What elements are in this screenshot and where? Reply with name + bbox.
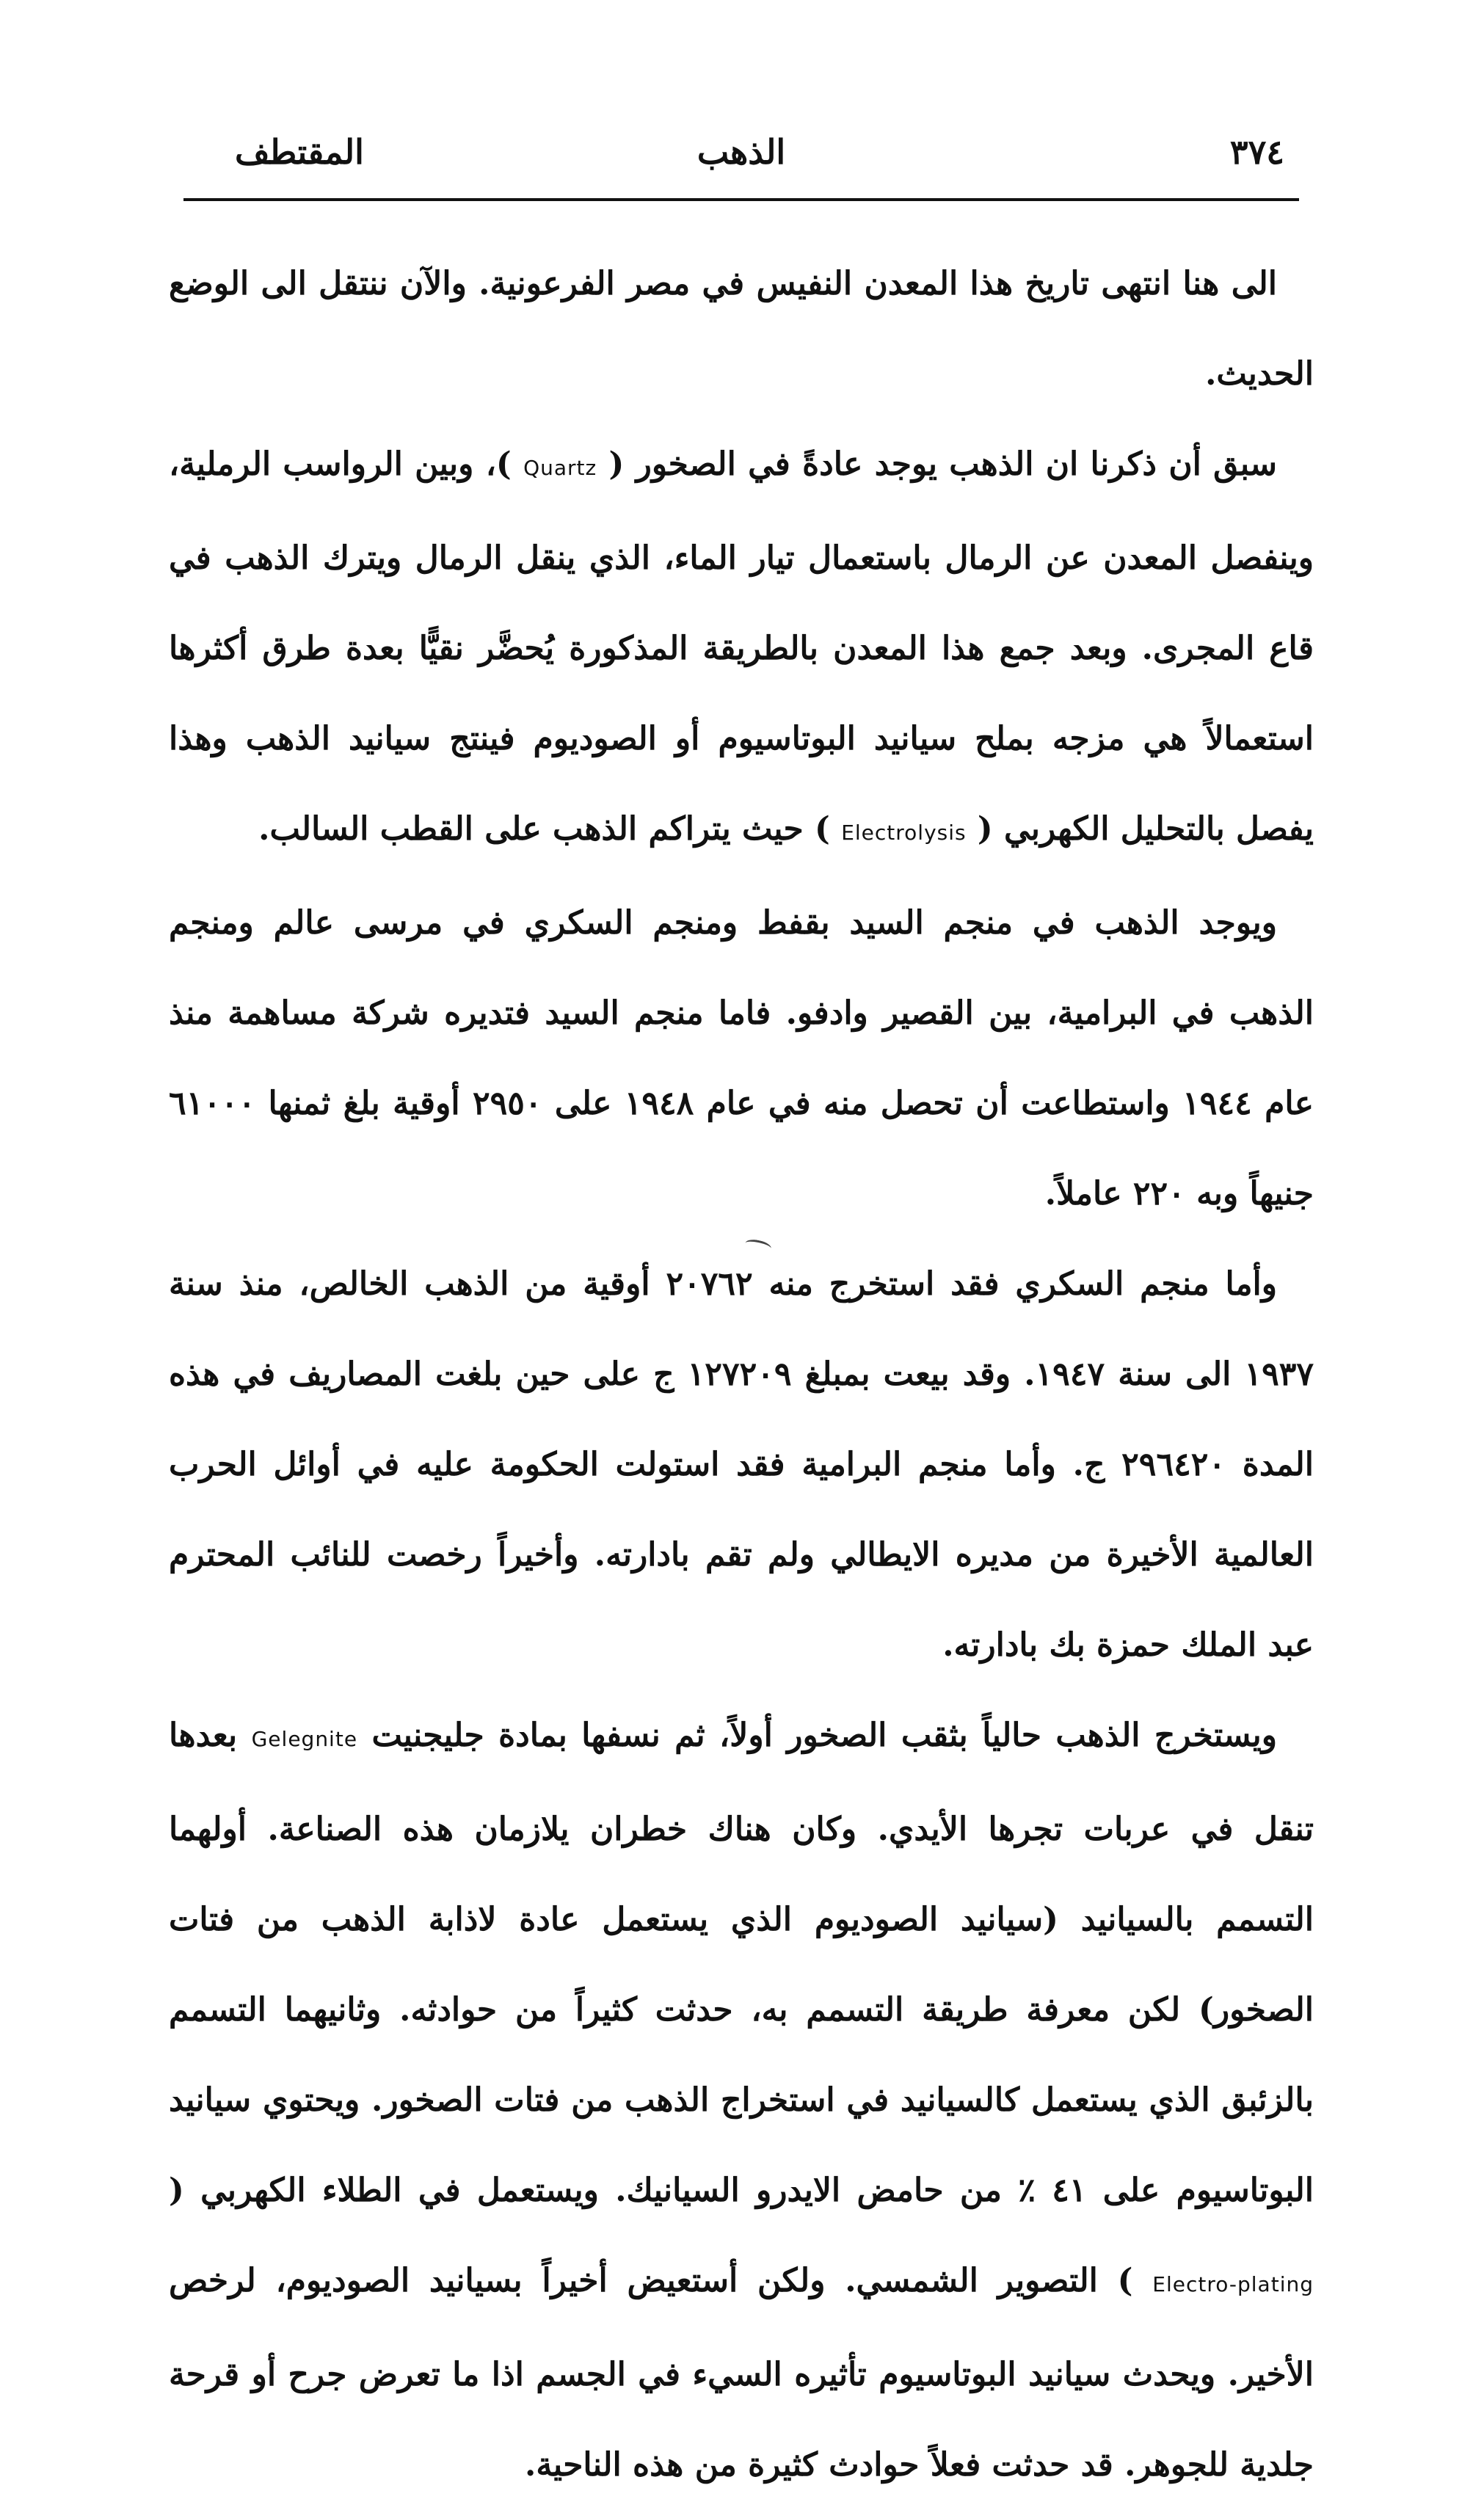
header-divider bbox=[183, 198, 1299, 201]
page-header bbox=[183, 125, 1299, 183]
paragraph-3-text: ويوجد الذهب في منجم السيد بقفط ومنجم السكري في مرسى عالم ومنجم الذهب في البرامية، بين القصير وادفو. فاما منجم السيد فتديره شركة مساهمة منذ عام ١٩٤٤ واستطاعت أن تحصل منه في عام ١٩٤٨ على ٢٩٥٠ أوقية بلغ ثمنها ٦١٠٠٠ جنيهاً وبه ٢٢٠ عاملاً. bbox=[169, 904, 1314, 1212]
page-number: ٣٧٤ bbox=[1229, 132, 1284, 172]
paragraph-1 bbox=[169, 239, 1314, 419]
paragraph-2-text-a: سبق أن ذكرنا ان الذهب يوجد عادةً في الصخور ( bbox=[608, 445, 1278, 483]
paragraph-2 bbox=[169, 419, 1314, 878]
paragraph-4 bbox=[169, 1239, 1314, 1690]
paragraph-5-text-a: ويستخرج الذهب حالياً بثقب الصخور أولاً، ثم نسفها بمادة جليجنيت bbox=[371, 1717, 1277, 1754]
paragraph-2-text-b: )، وبين الرواسب الرملية، وينفصل المعدن عن الرمال باستعمال تيار الماء، الذي ينقل الرمال ويترك الذهب في قاع المجرى. وبعد جمع هذا المعدن بالطريقة المذكورة يُحضَّر نقيًّا بعدة طرق أكثرها استعمالاً هي مزجه بملح سيانيد البوتاسيوم أو الصوديوم فينتج سيانيد الذهب وهذا يفصل بالتحليل الكهربي ( bbox=[169, 445, 1314, 848]
latin-term-electrolysis: Electrolysis bbox=[841, 821, 967, 845]
chapter-title: الذهب bbox=[696, 132, 786, 172]
paragraph-3 bbox=[169, 878, 1314, 1239]
paragraph-5 bbox=[169, 1690, 1314, 2510]
paragraph-5-text-b: بعدها تنقل في عربات تجرها الأيدي. وكان هناك خطران يلازمان هذه الصناعة. أولهما التسمم بالسيانيد (سيانيد الصوديوم الذي يستعمل عادة لاذابة الذهب من فتات الصخور) لكن معرفة طريقة التسمم به، حدثت كثيراً من حوادثه. وثانيهما التسمم بالزئبق الذي يستعمل كالسيانيد في استخراج الذهب من فتات الصخور. ويحتوي سيانيد البوتاسيوم على ٤١ ٪ من حامض الايدرو السيانيك. ويستعمل في الطلاء الكهربي ( bbox=[169, 1717, 1314, 2209]
latin-term-electroplating: Electro-plating bbox=[1152, 2272, 1314, 2296]
paragraph-5-text-c: ) التصوير الشمسي. ولكن أستعيض أخيراً بسيانيد الصوديوم، لرخص الأخير. ويحدث سيانيد البوتاسيوم تأثيره السيء في الجسم اذا ما تعرض جرح أو قرحة جلدية للجوهر. قد حدثت فعلاً حوادث كثيرة من هذه الناحية. bbox=[169, 2262, 1314, 2484]
latin-term-gelegnite: Gelegnite bbox=[251, 1727, 358, 1751]
paragraph-1-text: الى هنا انتهى تاريخ هذا المعدن النفيس في مصر الفرعونية. والآن ننتقل الى الوضع الحديث. bbox=[169, 265, 1314, 393]
paragraph-2-text-c: ) حيث يتراكم الذهب على القطب السالب. bbox=[258, 810, 830, 848]
paragraph-4-text: وأما منجم السكري فقد استخرج منه ٢٠٧٦٢ أوقية من الذهب الخالص، منذ سنة ١٩٣٧ الى سنة ١٩٤٧. وقد بيعت بمبلغ ١٢٧٢٠٩ ج على حين بلغت المصاريف في هذه المدة ٢٩٦٤٢٠ ج. وأما منجم البرامية فقد استولت الحكومة عليه في أوائل الحرب العالمية الأخيرة من مديره الايطالي ولم تقم بادارته. وأخيراً رخصت للنائب المحترم عبد الملك حمزة بك بادارته. bbox=[169, 1265, 1314, 1664]
journal-name: المقتطف bbox=[235, 132, 364, 172]
article-body bbox=[169, 239, 1314, 2510]
latin-term-quartz: Quartz bbox=[523, 456, 597, 480]
